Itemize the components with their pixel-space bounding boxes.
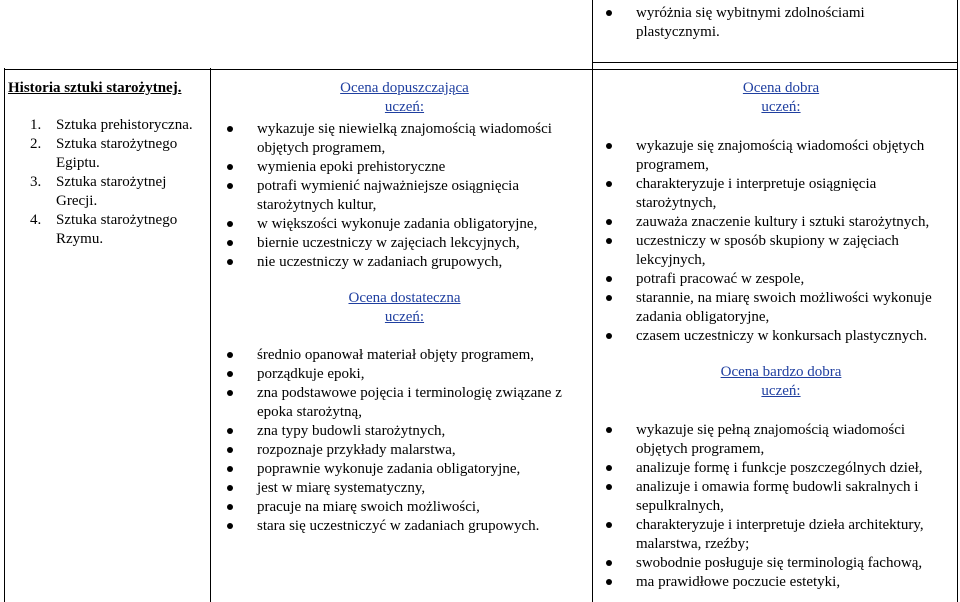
list-item: stara się uczestniczyć w zadaniach grupowych. xyxy=(227,517,582,536)
table-border-left xyxy=(4,68,5,602)
list-item: pracuje na miarę swoich możliwości, xyxy=(227,498,582,517)
list-item: nie uczestniczy w zadaniach grupowych, xyxy=(227,253,582,272)
grades-column-lower xyxy=(227,79,582,536)
list-item: rozpoznaje przykłady malarstwa, xyxy=(227,441,582,460)
topics-list xyxy=(8,116,204,249)
list-item: zna typy budowli starożytnych, xyxy=(227,422,582,441)
grade-subheading: uczeń: xyxy=(384,309,425,325)
list-item: charakteryzuje i interpretuje osiągnięcia starożytnych, xyxy=(606,175,956,213)
topics-column xyxy=(8,79,204,249)
list-item: zna podstawowe pojęcia i terminologię związane z epoka starożytną, xyxy=(227,384,582,422)
topic-item xyxy=(8,173,204,211)
topic-number: 3. xyxy=(30,174,42,190)
topic-item xyxy=(8,211,204,249)
topic-text: Sztuka starożytnego Egiptu. xyxy=(56,136,178,171)
list-item: czasem uczestniczy w konkursach plastycznych. xyxy=(606,327,956,346)
top-cell-list xyxy=(606,4,946,42)
criteria-list-dobra xyxy=(606,137,956,346)
list-item: w większości wykonuje zadania obligatoryjne, xyxy=(227,215,582,234)
table-divider-2 xyxy=(592,0,593,602)
topic-number: 2. xyxy=(30,136,42,152)
list-item: analizuje formę i funkcje poszczególnych dzieł, xyxy=(606,459,956,478)
list-item: ma prawidłowe poczucie estetyki, xyxy=(606,573,956,592)
grade-subheading: uczeń: xyxy=(761,99,801,115)
list-item: wykazuje się pełną znajomością wiadomości objętych programem, xyxy=(606,421,956,459)
topic-number: 1. xyxy=(30,117,42,133)
column-title: Historia sztuki starożytnej. xyxy=(8,80,182,96)
list-item: wymienia epoki prehistoryczne xyxy=(227,158,582,177)
table-divider-1 xyxy=(210,68,211,602)
list-item: średnio opanował materiał objęty programem, xyxy=(227,346,582,365)
list-item: biernie uczestniczy w zajęciach lekcyjnych, xyxy=(227,234,582,253)
topic-text: Sztuka starożytnego Rzymu. xyxy=(56,212,178,247)
topic-item xyxy=(8,135,204,173)
list-item: wyróżnia się wybitnymi zdolnościami plastycznymi. xyxy=(606,4,946,42)
criteria-list-bardzo-dobra xyxy=(606,421,956,592)
topic-text: Sztuka starożytnej Grecji. xyxy=(56,174,167,209)
topic-number: 4. xyxy=(30,212,42,228)
list-item: uczestniczy w sposób skupiony w zajęciach lekcyjnych, xyxy=(606,232,956,270)
topic-text: Sztuka prehistoryczna. xyxy=(56,117,193,133)
list-item: jest w miarę systematyczny, xyxy=(227,479,582,498)
list-item: porządkuje epoki, xyxy=(227,365,582,384)
list-item: swobodnie posługuje się terminologią fachową, xyxy=(606,554,956,573)
criteria-list-dostateczna xyxy=(227,346,582,536)
row-separator xyxy=(4,69,958,70)
grade-heading-dostateczna: Ocena dostateczna xyxy=(348,290,461,306)
top-continuation-cell xyxy=(606,4,946,42)
topic-item xyxy=(8,116,204,135)
grade-heading-dobra: Ocena dobra xyxy=(742,80,820,96)
grade-subheading: uczeń: xyxy=(384,99,425,115)
list-item: charakteryzuje i interpretuje dzieła architektury, malarstwa, rzeźby; xyxy=(606,516,956,554)
grades-column-upper xyxy=(606,79,956,592)
list-item: wykazuje się znajomością wiadomości objętych programem, xyxy=(606,137,956,175)
list-item: potrafi wymienić najważniejsze osiągnięcia starożytnych kultur, xyxy=(227,177,582,215)
criteria-list-dopuszczajaca xyxy=(227,120,582,272)
list-item: potrafi pracować w zespole, xyxy=(606,270,956,289)
list-item: poprawnie wykonuje zadania obligatoryjne, xyxy=(227,460,582,479)
grade-heading-bardzo-dobra: Ocena bardzo dobra xyxy=(720,364,842,380)
list-item: zauważa znaczenie kultury i sztuki starożytnych, xyxy=(606,213,956,232)
grade-subheading: uczeń: xyxy=(761,383,801,399)
row-separator-top xyxy=(592,62,958,63)
list-item: wykazuje się niewielką znajomością wiadomości objętych programem, xyxy=(227,120,582,158)
list-item: starannie, na miarę swoich możliwości wykonuje zadania obligatoryjne, xyxy=(606,289,956,327)
list-item: analizuje i omawia formę budowli sakralnych i sepulkralnych, xyxy=(606,478,956,516)
table-border-right xyxy=(957,0,958,602)
grade-heading-dopuszczajaca: Ocena dopuszczająca xyxy=(340,80,469,96)
